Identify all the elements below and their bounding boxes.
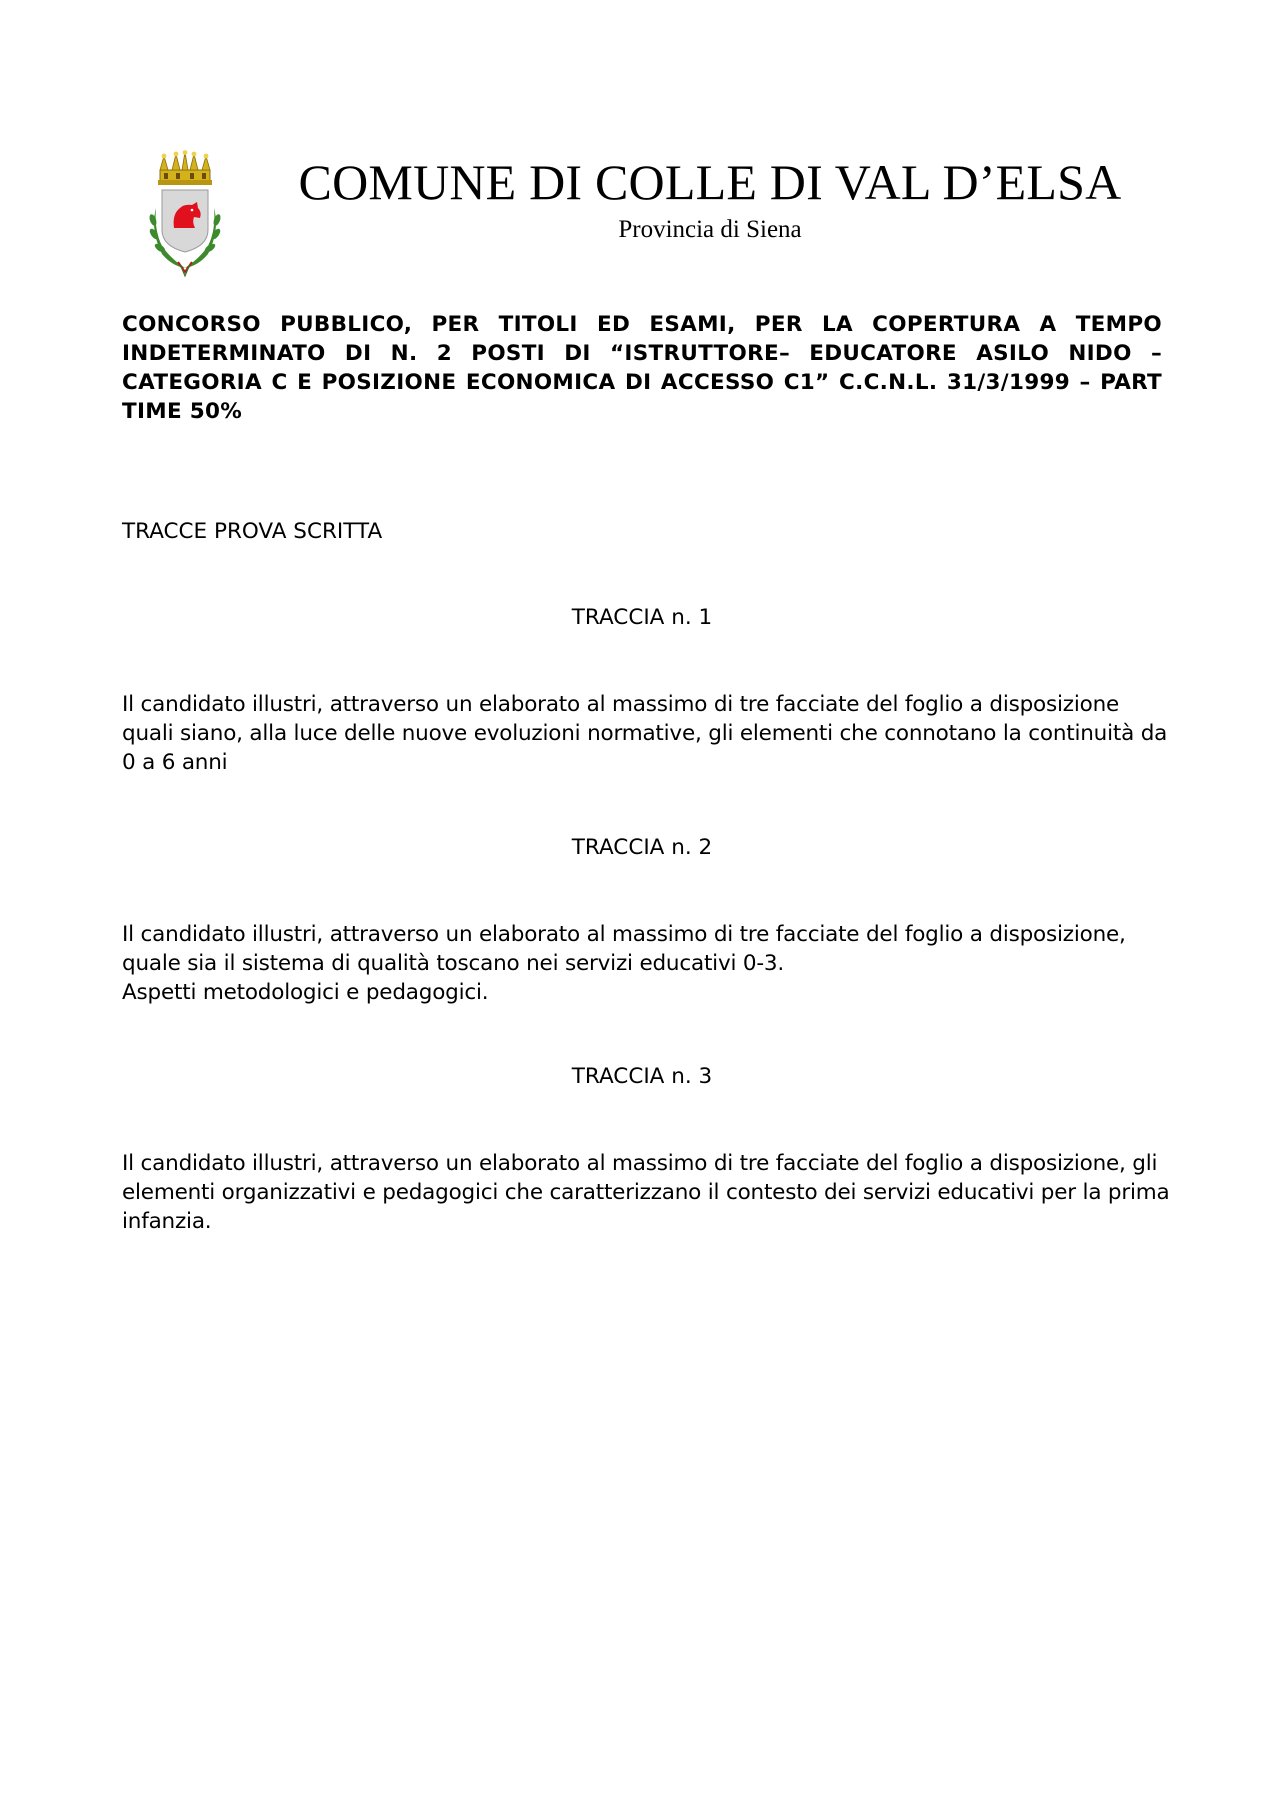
province-name: Provincia di Siena: [618, 216, 802, 243]
title-line: INDETERMINATO DI N. 2 POSTI DI “ISTRUTTORE– EDUCATORE ASILO NIDO –: [122, 341, 1162, 366]
trace-line: quale sia il sistema di qualità toscano nei servizi educativi 0-3.: [122, 951, 785, 976]
title-line: TIME 50%: [122, 399, 243, 424]
trace-line: infanzia.: [122, 1209, 212, 1234]
trace-line: Aspetti metodologici e pedagogici.: [122, 980, 489, 1005]
trace-2-body: [122, 920, 1162, 1007]
trace-3-heading: TRACCIA n. 3: [571, 1064, 713, 1089]
trace-1-body: [122, 690, 1168, 777]
trace-line: Il candidato illustri, attraverso un elaborato al massimo di tre facciate del foglio a disposizione,: [122, 922, 1126, 947]
trace-3-body: [122, 1149, 1170, 1236]
trace-2-heading: TRACCIA n. 2: [571, 835, 713, 860]
coat-of-arms-icon: [142, 150, 228, 278]
trace-line: elementi organizzativi e pedagogici che caratterizzano il contesto dei servizi educativi per la prima: [122, 1180, 1170, 1205]
section-label: TRACCE PROVA SCRITTA: [122, 519, 383, 544]
trace-line: 0 a 6 anni: [122, 750, 228, 775]
trace-line: quali siano, alla luce delle nuove evoluzioni normative, gli elementi che connotano la continuità da: [122, 721, 1168, 746]
document-title: [122, 310, 1162, 426]
title-line: CATEGORIA C E POSIZIONE ECONOMICA DI ACCESSO C1” C.C.N.L. 31/3/1999 – PART: [122, 370, 1162, 395]
org-name: COMUNE DI COLLE DI VAL D’ELSA: [298, 154, 1122, 210]
trace-1-heading: TRACCIA n. 1: [571, 605, 713, 630]
crown-icon: [158, 150, 212, 185]
trace-line: Il candidato illustri, attraverso un elaborato al massimo di tre facciate del foglio a disposizione: [122, 692, 1120, 717]
trace-line: Il candidato illustri, attraverso un elaborato al massimo di tre facciate del foglio a disposizione, gli: [122, 1151, 1158, 1176]
title-line: CONCORSO PUBBLICO, PER TITOLI ED ESAMI, PER LA COPERTURA A TEMPO: [122, 312, 1162, 337]
